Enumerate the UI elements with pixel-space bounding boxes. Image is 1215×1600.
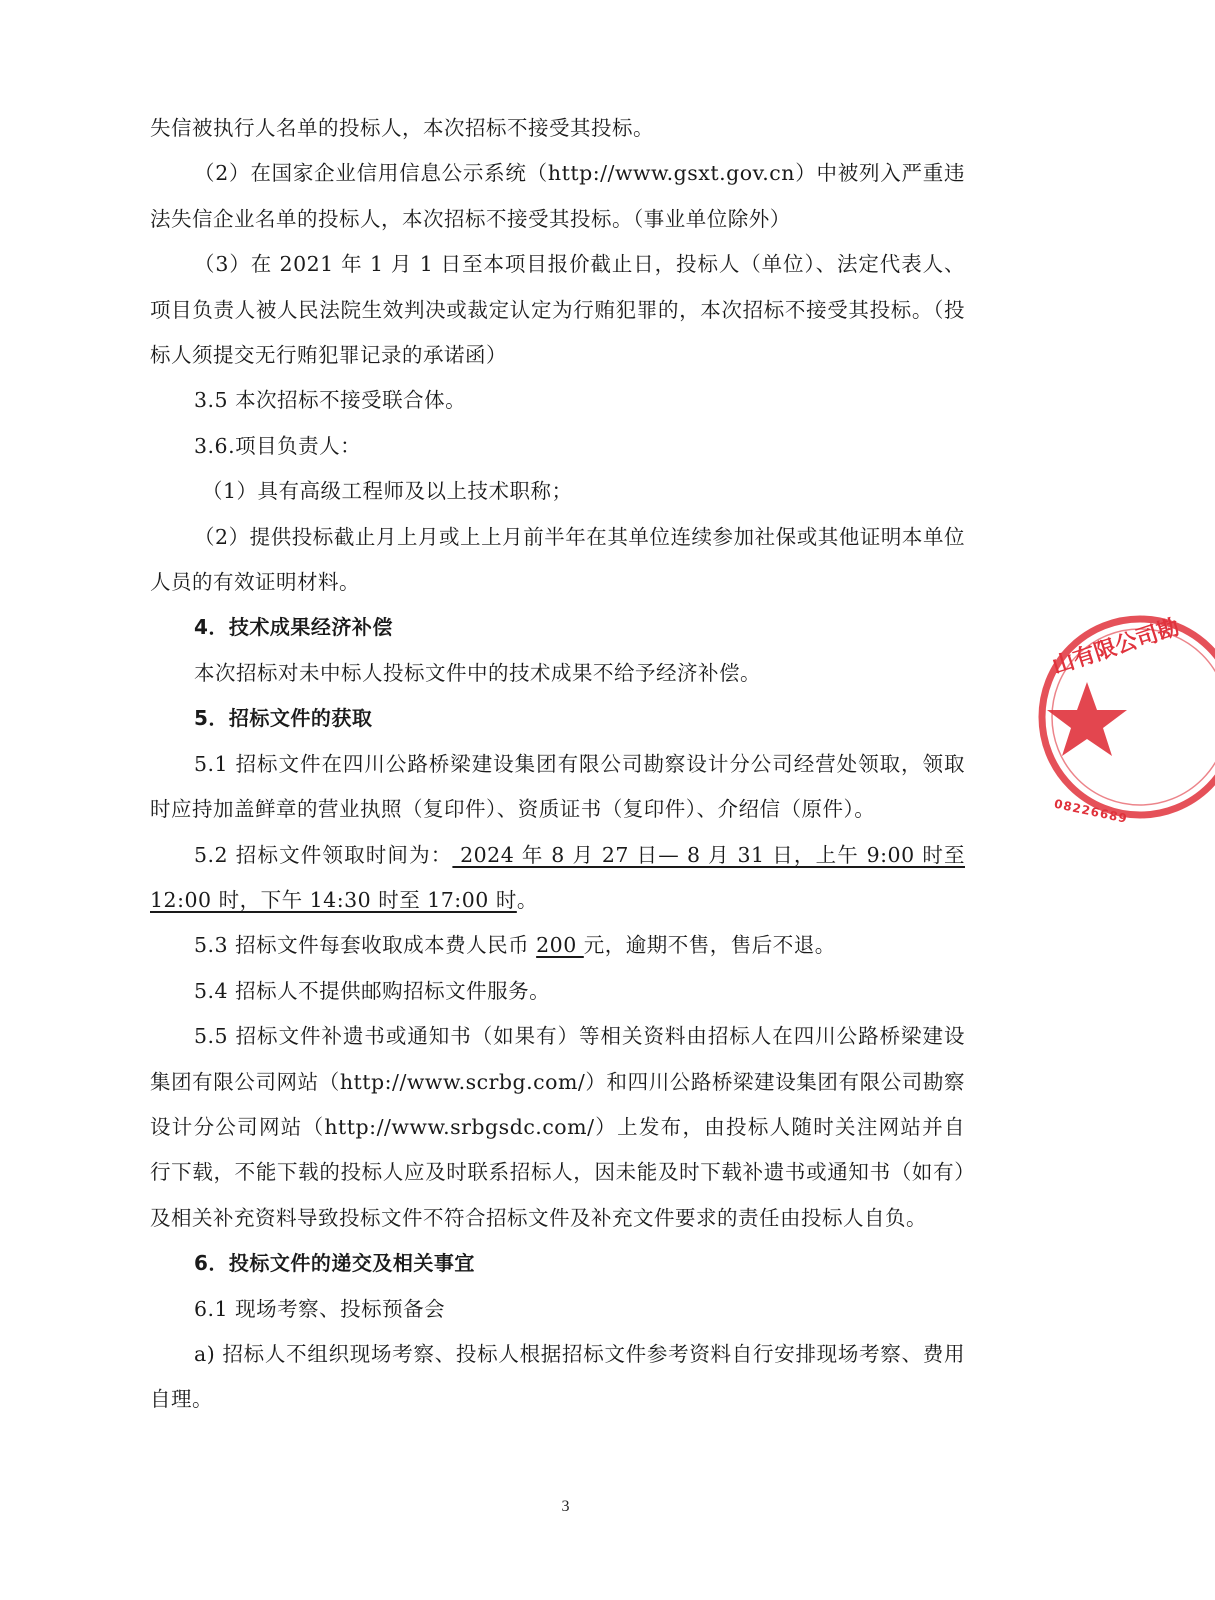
paragraph <box>150 469 965 514</box>
text-run: 5.4 招标人不提供邮购招标文件服务。 <box>194 978 551 1003</box>
company-seal <box>1035 612 1215 842</box>
paragraph <box>150 378 965 423</box>
text-run: 5.2 招标文件领取时间为： <box>194 842 453 867</box>
text-run: 本次招标对未中标人投标文件中的技术成果不给予经济补偿。 <box>194 660 761 685</box>
text-run: 5.1 招标文件在四川公路桥梁建设集团有限公司勘察设计分公司经营处领取，领取时应持加盖鲜章的营业执照（复印件）、资质证书（复印件）、介绍信（原件）。 <box>150 751 965 822</box>
paragraph <box>150 151 965 242</box>
paragraph <box>150 1014 965 1241</box>
text-run: 。 <box>516 887 538 912</box>
text-run: 5．招标文件的获取 <box>194 706 373 731</box>
text-run: （3）在 2021 年 1 月 1 日至本项目报价截止日，投标人（单位）、法定代表人、项目负责人被人民法院生效判决或裁定认定为行贿犯罪的，本次招标不接受其投标。（投标人须提交无行贿犯罪记录的承诺函） <box>150 252 965 368</box>
seal-star-icon <box>1047 682 1127 756</box>
text-run: 失信被执行人名单的投标人，本次招标不接受其投标。 <box>150 116 654 140</box>
paragraph <box>150 424 965 469</box>
body-text <box>150 106 965 1423</box>
paragraph <box>150 242 965 378</box>
section-heading <box>150 605 965 650</box>
underlined-text: 200 <box>536 933 584 958</box>
paragraph <box>150 923 965 968</box>
text-run: 3.5 本次招标不接受联合体。 <box>194 388 467 413</box>
paragraph <box>150 515 965 606</box>
text-run: （2）在国家企业信用信息公示系统（http://www.gsxt.gov.cn）中被列入严重违法失信企业名单的投标人，本次招标不接受其投标。（事业单位除外） <box>150 161 965 231</box>
text-run: 5.5 招标文件补遗书或通知书（如果有）等相关资料由招标人在四川公路桥梁建设集团有限公司网站（http://www.scrbg.com/）和四川公路桥梁建设集团有限公司勘察设计分公司网站（http://www.srbgsdc.com/）上发布，由投标人随时关注网站并自行下载，不能下载的投标人应及时联系招标人，因未能及时下载补遗书或通知书（如有）及相关补充资料导致投标文件不符合招标文件及补充文件要求的责任由投标人自负。 <box>150 1024 965 1230</box>
svg-text:山有限公司勘: 山有限公司勘 <box>1049 614 1183 680</box>
text-run: 4．技术成果经济补偿 <box>194 615 393 640</box>
text-run: 6.1 现场考察、投标预备会 <box>194 1296 446 1321</box>
text-run: 元，逾期不售，售后不退。 <box>583 933 836 958</box>
paragraph <box>150 1287 965 1332</box>
text-run: 3.6.项目负责人： <box>194 433 362 458</box>
text-run: （2）提供投标截止月上月或上上月前半年在其单位连续参加社保或其他证明本单位人员的有效证明材料。 <box>150 524 965 595</box>
paragraph <box>150 969 965 1014</box>
page-number: 3 <box>561 1498 570 1515</box>
section-heading <box>150 696 965 741</box>
text-run: （1）具有高级工程师及以上技术职称； <box>202 479 573 504</box>
paragraph <box>150 651 965 696</box>
paragraph <box>150 833 965 924</box>
text-run: 5.3 招标文件每套收取成本费人民币 <box>194 933 537 958</box>
paragraph <box>150 1332 965 1423</box>
paragraph <box>150 742 965 833</box>
svg-text:08226689: 08226689 <box>1052 796 1129 826</box>
paragraph <box>150 106 965 151</box>
text-run: 6．投标文件的递交及相关事宜 <box>194 1251 475 1276</box>
text-run: a) 招标人不组织现场考察、投标人根据招标文件参考资料自行安排现场考察、费用自理。 <box>150 1341 965 1412</box>
section-heading <box>150 1241 965 1286</box>
underlined-text: 2024 年 8 月 27 日— 8 月 31 日，上午 9:00 时至 12:00 时，下午 14:30 时至 17:00 时 <box>150 842 965 912</box>
